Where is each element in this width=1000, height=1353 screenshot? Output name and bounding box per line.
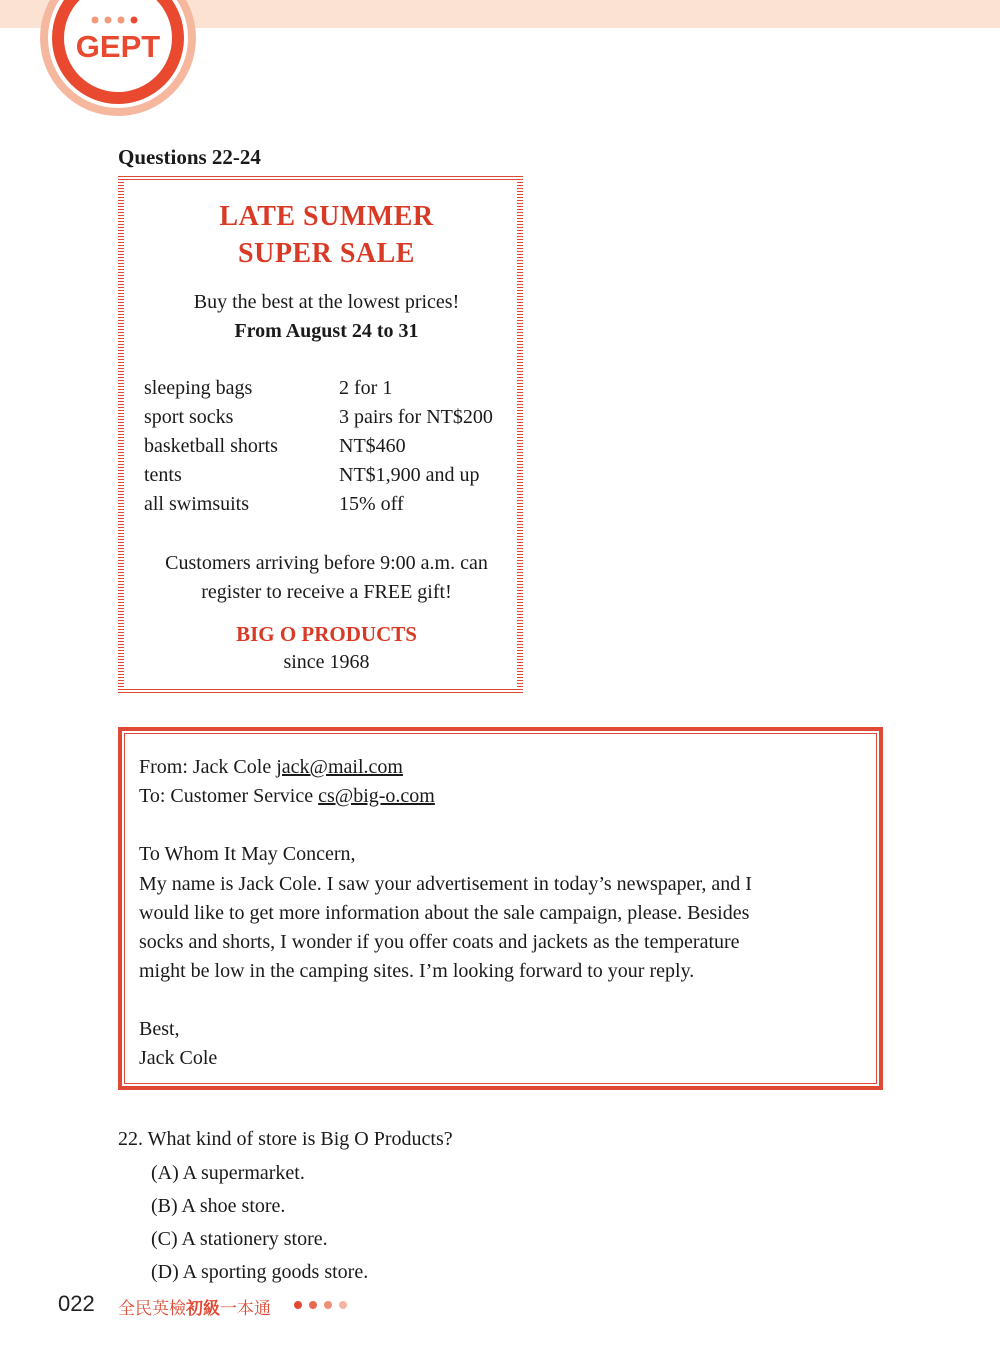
footer-dot [339,1301,347,1309]
ad-item-name: all swimsuits [144,493,250,515]
email-body [139,870,839,986]
email-to-address[interactable]: cs@big-o.com [318,785,435,807]
book-title-part3: 一本通 [220,1299,271,1319]
email-to-line [139,782,435,811]
ad-item-price: 2 for 1 [339,377,393,399]
email-greeting: To Whom It May Concern, [139,843,356,865]
option-b: (B) A shoe store. [151,1195,286,1217]
ad-brand: BIG O PRODUCTS [236,622,417,646]
option-a: (A) A supermarket. [151,1162,305,1184]
book-title-part1: 全民英檢 [118,1299,186,1319]
ad-dates: From August 24 to 31 [234,320,419,342]
email-signature: Jack Cole [139,1047,218,1069]
ad-item-name: tents [144,464,182,486]
book-title [118,1294,271,1319]
ad-note-line1: Customers arriving before 9:00 a.m. can [165,552,488,574]
advertisement-box [118,175,523,693]
email-from-line [139,753,403,782]
ad-item-name: sleeping bags [144,377,253,399]
question-22: 22. What kind of store is Big O Products? [118,1128,453,1150]
ad-item-row [144,435,524,464]
option-d: (D) A sporting goods store. [151,1261,369,1283]
option-c: (C) A stationery store. [151,1228,328,1250]
ad-item-price: 3 pairs for NT$200 [339,406,493,428]
ad-item-price: NT$1,900 and up [339,464,480,486]
ad-item-row [144,406,524,435]
book-title-part2: 初級 [186,1299,220,1319]
ad-item-list [144,377,524,522]
email-body-line: might be low in the camping sites. I’m looking forward to your reply. [139,960,695,982]
ad-item-name: basketball shorts [144,435,278,457]
email-to-label: To: Customer Service [139,785,314,807]
section-title: Questions 22-24 [118,145,261,169]
email-from-address[interactable]: jack@mail.com [276,756,403,778]
email-body-line: socks and shorts, I wonder if you offer coats and jackets as the temperature [139,931,740,953]
email-body-line: My name is Jack Cole. I saw your advertisement in today’s newspaper, and I [139,873,752,895]
ad-since: since 1968 [283,651,370,673]
ad-item-row [144,377,524,406]
ad-note-line2: register to receive a FREE gift! [201,581,452,603]
gept-logo [38,0,198,118]
footer-dot [294,1301,302,1309]
email-closing: Best, [139,1018,180,1040]
ad-item-row [144,493,524,522]
email-from-label: From: Jack Cole [139,756,272,778]
ad-title-line2: SUPER SALE [238,238,415,269]
ad-item-price: NT$460 [339,435,406,457]
page-number: 022 [58,1291,95,1316]
ad-item-row [144,464,524,493]
ad-item-price: 15% off [339,493,404,515]
logo-text: GEPT [75,29,161,64]
ad-tagline: Buy the best at the lowest prices! [193,291,460,313]
footer-dot [309,1301,317,1309]
email-body-line: would like to get more information about the sale campaign, please. Besides [139,902,750,924]
ad-title-line1: LATE SUMMER [219,201,434,232]
ad-item-name: sport socks [144,406,234,428]
footer-dot [324,1301,332,1309]
email-box [118,727,883,1090]
